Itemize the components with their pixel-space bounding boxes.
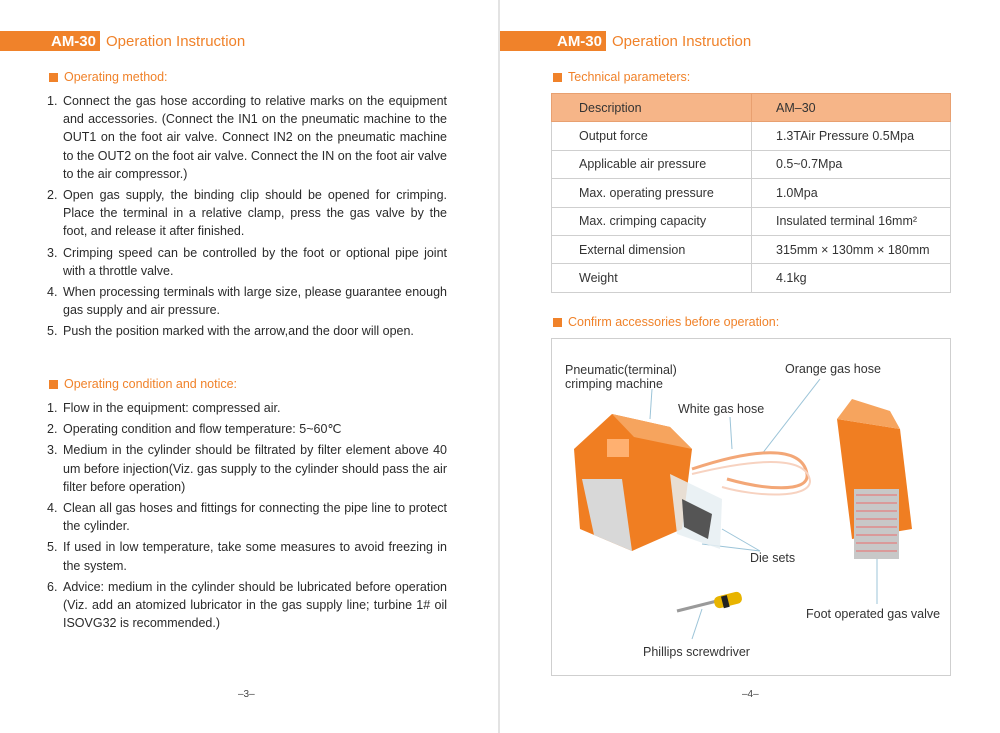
- table-cell: 315mm × 130mm × 180mm: [752, 235, 951, 263]
- accessories-figure: [551, 338, 951, 676]
- screwdriver-label: Phillips screwdriver: [643, 645, 750, 659]
- die-sets-label: Die sets: [750, 551, 796, 565]
- table-cell: External dimension: [552, 235, 752, 263]
- table-cell: Insulated terminal 16mm²: [752, 207, 951, 235]
- table-row: [552, 150, 951, 178]
- list-item: 1. Connect the gas hose according to relative marks on the equipment and accessories. (Connect the IN1 on the pneumatic machine to the OUT1 on the foot air valve. Connect IN2 on the pneumatic machine to the OUT2 on the foot air valve. Connect the IN on the foot air valve to the air compressor.): [47, 94, 447, 181]
- table-cell: 4.1kg: [752, 264, 951, 292]
- list-item: 2. Operating condition and flow temperature: 5~60℃: [47, 422, 342, 437]
- table-cell: 0.5~0.7Mpa: [752, 150, 951, 178]
- operating-condition-list: [47, 399, 447, 635]
- left-page: [0, 0, 498, 733]
- table-cell: Weight: [552, 264, 752, 292]
- model-tag: AM-30: [0, 31, 100, 51]
- header-title: Operation Instruction: [612, 32, 752, 50]
- table-cell: Applicable air pressure: [552, 150, 752, 178]
- page-number: –4–: [742, 689, 759, 700]
- section-bullet-icon: [553, 318, 562, 327]
- list-item: 3. Crimping speed can be controlled by the foot or optional pipe joint with a throttle valve.: [47, 245, 447, 278]
- list-item: 4. When processing terminals with large size, please guarantee enough gas supply and air pressure.: [47, 285, 447, 318]
- header-title: Operation Instruction: [106, 32, 246, 50]
- list-item: 4. Clean all gas hoses and fittings for connecting the pipe line to protect the cylinder.: [47, 501, 447, 534]
- table-cell: Max. crimping capacity: [552, 207, 752, 235]
- table-row: [552, 207, 951, 235]
- foot-valve-label: Foot operated gas valve: [806, 607, 941, 621]
- foot-valve-icon: [837, 399, 912, 559]
- machine-label: Pneumatic(terminal) crimping machine: [565, 363, 677, 391]
- section-title: Confirm accessories before operation:: [568, 315, 780, 329]
- section-heading-technical-parameters: [553, 70, 690, 84]
- table-header-cell: Description: [552, 94, 752, 122]
- section-heading-confirm-accessories: [553, 315, 779, 329]
- left-header: [0, 31, 245, 51]
- list-item: 3. Medium in the cylinder should be filtrated by filter element above 40 um before injection(Viz. gas supply to the cylinder should pass the air filter before operation): [47, 443, 447, 494]
- operating-method-list: [47, 92, 447, 344]
- section-title: Operating method:: [64, 70, 168, 84]
- list-item: 1. Flow in the equipment: compressed air.: [47, 401, 281, 415]
- technical-parameters-table: [551, 93, 951, 293]
- section-bullet-icon: [553, 73, 562, 82]
- list-item: 2. Open gas supply, the binding clip should be opened for crimping. Place the terminal in a relative clamp, press the gas valve by the foot, and release it after finished.: [47, 188, 447, 239]
- section-title: Operating condition and notice:: [64, 377, 238, 391]
- table-row: [552, 179, 951, 207]
- section-bullet-icon: [49, 73, 58, 82]
- table-cell: Output force: [552, 122, 752, 150]
- list-item: 5. Push the position marked with the arrow,and the door will open.: [47, 324, 414, 339]
- table-cell: 1.0Mpa: [752, 179, 951, 207]
- table-header-cell: AM–30: [752, 94, 951, 122]
- page-number: –3–: [238, 689, 255, 700]
- right-header: [500, 31, 751, 51]
- list-item: 5. If used in low temperature, take some measures to avoid freezing in the system.: [47, 540, 447, 573]
- section-heading-operating-method: [49, 70, 168, 84]
- model-tag: AM-30: [500, 31, 606, 51]
- section-title: Technical parameters:: [568, 70, 691, 84]
- table-header-row: [552, 94, 951, 122]
- table-row: [552, 122, 951, 150]
- section-heading-operating-condition: [49, 377, 237, 391]
- list-item: 6. Advice: medium in the cylinder should be lubricated before operation (Viz. add an atomized lubricator in the gas supply line; turbine 1# oil ISOVG32 is recommended.): [47, 579, 447, 631]
- table-cell: Max. operating pressure: [552, 179, 752, 207]
- orange-hose-label: Orange gas hose: [785, 362, 881, 376]
- white-hose-label: White gas hose: [678, 402, 765, 416]
- table-row: [552, 235, 951, 263]
- right-page: [500, 0, 1000, 733]
- screwdriver-icon: [677, 591, 743, 611]
- table-cell: 1.3TAir Pressure 0.5Mpa: [752, 122, 951, 150]
- section-bullet-icon: [49, 380, 58, 389]
- crimping-machine-icon: [574, 414, 722, 551]
- table-row: [552, 264, 951, 292]
